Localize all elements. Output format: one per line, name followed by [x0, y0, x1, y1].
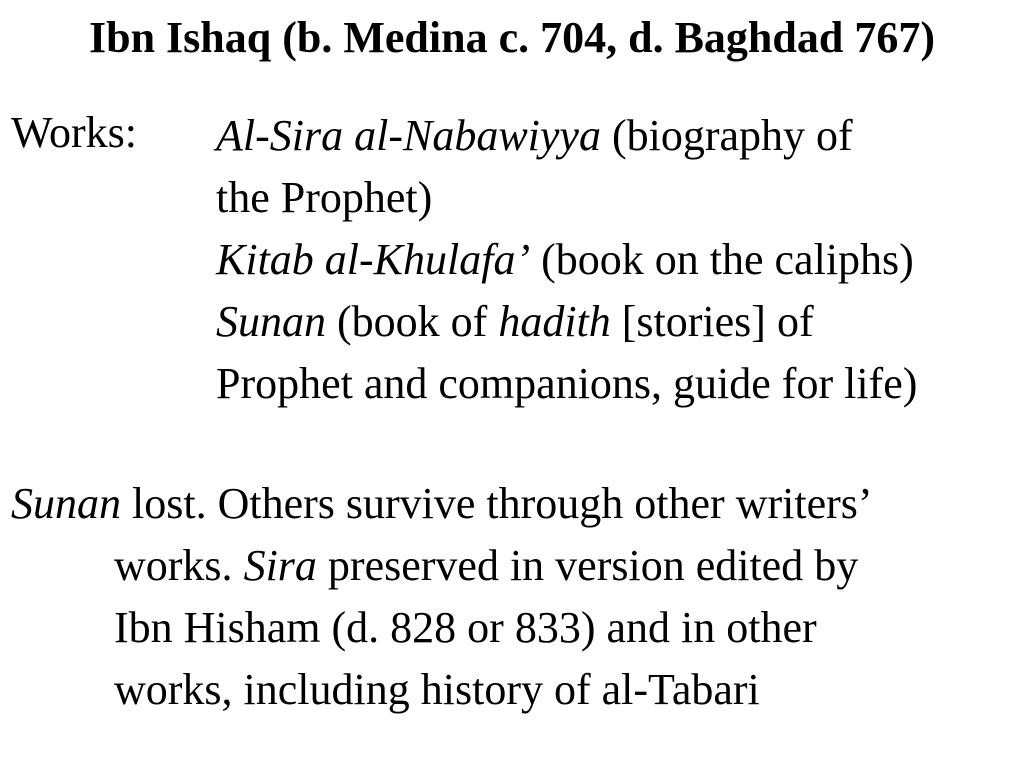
slide-title: Ibn Ishaq (b. Medina c. 704, d. Baghdad 767) [88, 13, 935, 62]
works-label: Works: [11, 108, 138, 157]
work-description: [stories] of [610, 297, 814, 346]
note-line [11, 597, 873, 659]
work-title: Kitab al-Khulafa’ [216, 235, 531, 284]
note-emphasis: Sira [243, 541, 317, 590]
note-text: works. [114, 541, 244, 590]
note-line [11, 473, 873, 535]
work-description: (book on the caliphs) [530, 235, 914, 284]
work-description: Prophet and companions, guide for life) [216, 359, 918, 408]
work-description-emphasis: hadith [498, 297, 611, 346]
work-item-sunan [216, 291, 1016, 353]
note-line [11, 659, 873, 721]
work-item-sunan-continued [216, 353, 1016, 415]
survival-note [11, 473, 873, 721]
note-line [11, 535, 873, 597]
work-item-sira-continued [216, 167, 1016, 229]
work-item-khulafa [216, 229, 1016, 291]
work-title: Al-Sira al-Nabawiyya [216, 111, 601, 160]
work-title: Sunan [216, 297, 326, 346]
note-text: Ibn Hisham (d. 828 or 833) and in other [114, 603, 817, 652]
work-description: the Prophet) [216, 173, 433, 222]
note-text: works, including history of al-Tabari [114, 665, 760, 714]
note-text: lost. Others survive through other writers’ [121, 479, 873, 528]
works-list [216, 105, 1016, 415]
work-item-sira [216, 105, 1016, 167]
work-description: (book of [326, 297, 499, 346]
note-text: preserved in version edited by [316, 541, 859, 590]
note-emphasis: Sunan [11, 479, 121, 528]
work-description: (biography of [600, 111, 853, 160]
